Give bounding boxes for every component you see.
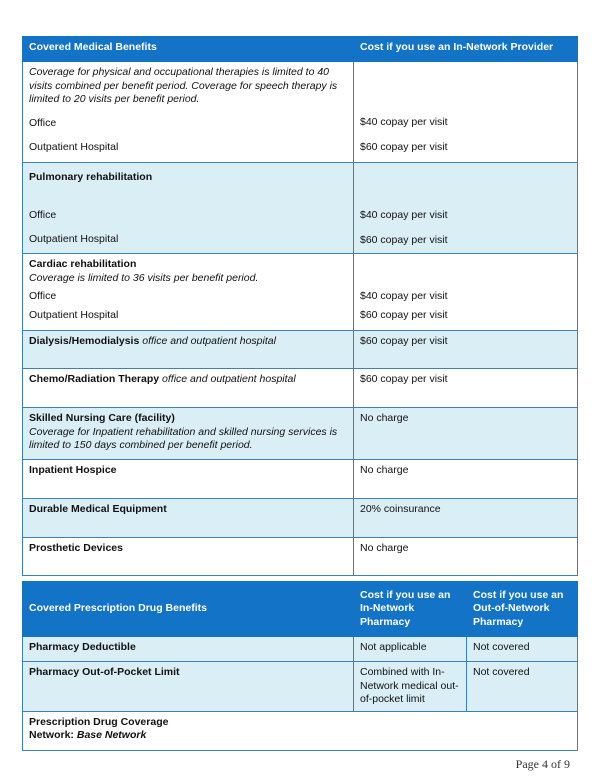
cardiac-office-label: Office bbox=[29, 290, 57, 302]
prosthetic-cost: No charge bbox=[354, 538, 578, 576]
dialysis-row bbox=[23, 331, 578, 369]
rx-oop-in: Combined with In-Network medical out-of-pocket limit bbox=[354, 662, 467, 712]
pulmonary-outpatient-cost: $60 copay per visit bbox=[360, 233, 448, 246]
pulmonary-office-label: Office bbox=[29, 208, 57, 221]
pulmonary-office-cost: $40 copay per visit bbox=[360, 209, 448, 221]
prescription-benefits-table bbox=[22, 581, 578, 751]
rx-header-out-network: Cost if you use an Out-of-Network Pharmacy bbox=[467, 582, 578, 637]
rx-deductible-in: Not applicable bbox=[354, 637, 467, 662]
dme-title: Durable Medical Equipment bbox=[23, 499, 354, 538]
rx-deductible-row bbox=[23, 637, 578, 662]
dialysis-title: Dialysis/Hemodialysis bbox=[29, 335, 140, 347]
rx-oop-label: Pharmacy Out-of-Pocket Limit bbox=[23, 662, 354, 712]
rx-oop-out: Not covered bbox=[467, 662, 578, 712]
dialysis-cost: $60 copay per visit bbox=[354, 331, 578, 369]
cardiac-title: Cardiac rehabilitation bbox=[29, 258, 137, 270]
rx-network-value: Base Network bbox=[76, 729, 147, 741]
therapy-outpatient-label: Outpatient Hospital bbox=[29, 141, 119, 153]
therapy-outpatient-cost: $60 copay per visit bbox=[360, 140, 448, 153]
medical-benefits-table bbox=[22, 36, 578, 576]
therapy-office-label: Office bbox=[29, 116, 57, 129]
snf-title: Skilled Nursing Care (facility) bbox=[29, 412, 175, 424]
dme-cost: 20% coinsurance bbox=[354, 499, 578, 538]
dme-row bbox=[23, 499, 578, 538]
dialysis-qualifier: office and outpatient hospital bbox=[142, 335, 276, 347]
hospice-title: Inpatient Hospice bbox=[23, 460, 354, 499]
page-number: Page 4 of 9 bbox=[515, 757, 570, 771]
medical-header-cost: Cost if you use an In-Network Provider bbox=[354, 37, 578, 62]
rx-coverage-row bbox=[23, 711, 578, 750]
hospice-cost: No charge bbox=[354, 460, 578, 499]
cardiac-outpatient-cost: $60 copay per visit bbox=[360, 308, 448, 321]
cardiac-row bbox=[23, 254, 578, 331]
chemo-cost: $60 copay per visit bbox=[354, 369, 578, 408]
therapy-row bbox=[23, 62, 578, 163]
therapy-note: Coverage for physical and occupational therapies is limited to 40 visits combined per benefit period. Coverage for speech therapy is limited to 20 visits per benefit period. bbox=[29, 66, 338, 105]
snf-row bbox=[23, 408, 578, 460]
snf-note: Coverage for Inpatient rehabilitation and skilled nursing services is limited to 150 days combined per benefit period. bbox=[29, 425, 338, 451]
medical-header-benefit: Covered Medical Benefits bbox=[23, 37, 354, 62]
pulmonary-title: Pulmonary rehabilitation bbox=[29, 171, 153, 183]
prosthetic-row bbox=[23, 538, 578, 576]
chemo-qualifier: office and outpatient hospital bbox=[162, 373, 296, 385]
rx-deductible-out: Not covered bbox=[467, 637, 578, 662]
pulmonary-row bbox=[23, 163, 578, 254]
chemo-title: Chemo/Radiation Therapy bbox=[29, 373, 160, 385]
prosthetic-title: Prosthetic Devices bbox=[23, 538, 354, 576]
snf-cost: No charge bbox=[354, 408, 578, 460]
cardiac-outpatient-label: Outpatient Hospital bbox=[29, 308, 119, 321]
pulmonary-outpatient-label: Outpatient Hospital bbox=[29, 233, 119, 245]
rx-coverage-title: Prescription Drug Coverage bbox=[29, 715, 169, 728]
hospice-row bbox=[23, 460, 578, 499]
therapy-office-cost: $40 copay per visit bbox=[360, 116, 448, 128]
rx-header-in-network: Cost if you use an In-Network Pharmacy bbox=[354, 582, 467, 637]
cardiac-note: Coverage is limited to 36 visits per benefit period. bbox=[29, 271, 259, 284]
cardiac-office-cost: $40 copay per visit bbox=[360, 290, 448, 302]
rx-network-label: Network: bbox=[29, 729, 74, 741]
chemo-row bbox=[23, 369, 578, 408]
rx-oop-row bbox=[23, 662, 578, 712]
rx-deductible-label: Pharmacy Deductible bbox=[23, 637, 354, 662]
rx-header-benefit: Covered Prescription Drug Benefits bbox=[23, 582, 354, 637]
